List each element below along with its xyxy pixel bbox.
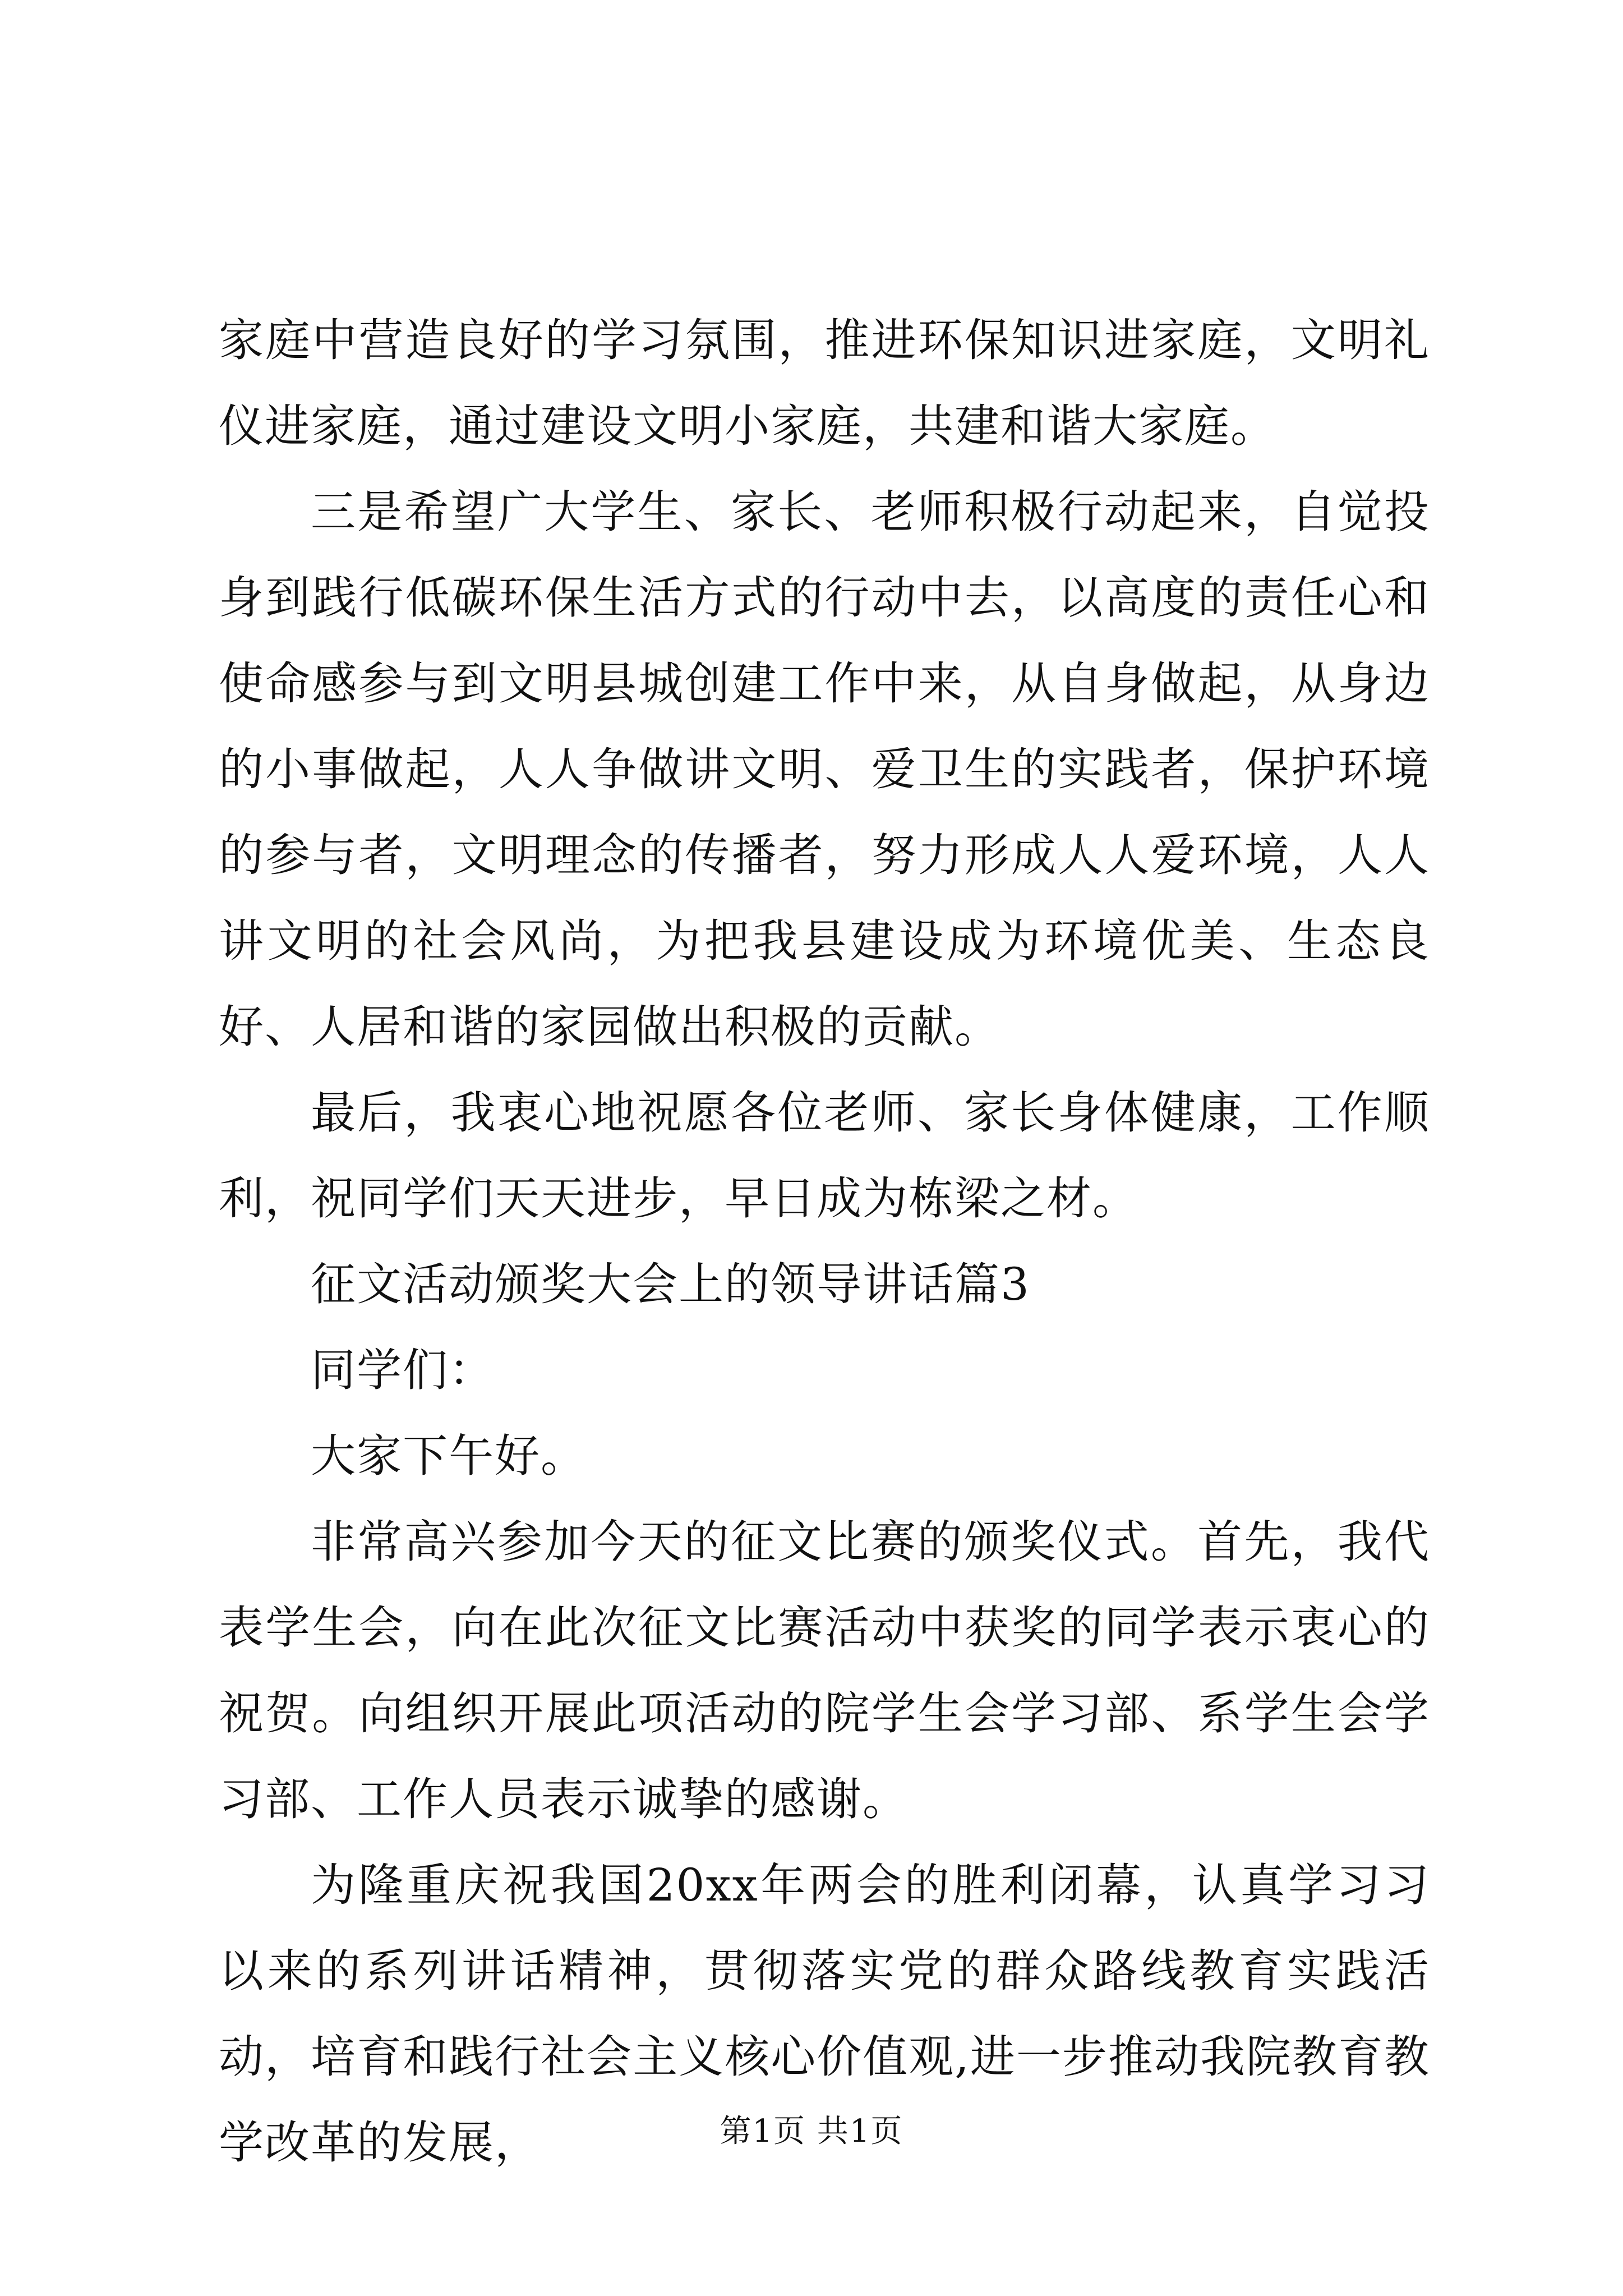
greeting: 大家下午好。 xyxy=(311,1430,587,1482)
paragraph-thanks: 非常高兴参加今天的征文比赛的颁奖仪式。首先，我代表学生会，向在此次征文比赛活动中获奖的同学表示衷心的祝贺。向组织开展此项活动的院学生会学习部、系学生会学习部、工作人员表示诚挚的感谢。 xyxy=(219,1516,1430,1825)
paragraph-closing-wishes: 最后，我衷心地祝愿各位老师、家长身体健康，工作顺利，祝同学们天天进步，早日成为栋梁之材。 xyxy=(219,1087,1430,1225)
paragraph-continuation: 家庭中营造良好的学习氛围，推进环保知识进家庭，文明礼仪进家庭，通过建设文明小家庭，共建和谐大家庭。 xyxy=(219,314,1430,452)
page-number-footer: 第1页 共1页 xyxy=(720,2113,903,2150)
section-heading: 征文活动颁奖大会上的领导讲话篇3 xyxy=(311,1258,1030,1310)
salutation: 同学们： xyxy=(311,1344,495,1396)
paragraph-celebration: 为隆重庆祝我国20xx年两会的胜利闭幕，认真学习习以来的系列讲话精神，贯彻落实党的群众路线教育实践活动，培育和践行社会主义核心价值观,进一步推动我院教育教学改革的发展， xyxy=(219,1859,1430,2169)
paragraph-third-hope: 三是希望广大学生、家长、老师积极行动起来，自觉投身到践行低碳环保生活方式的行动中去，以高度的责任心和使命感参与到文明县城创建工作中来，从自身做起，从身边的小事做起，人人争做讲文明、爱卫生的实践者，保护环境的参与者，文明理念的传播者，努力形成人人爱环境，人人讲文明的社会风尚，为把我县建设成为环境优美、生态良好、人居和谐的家园做出积极的贡献。 xyxy=(219,486,1430,1053)
document-body xyxy=(219,297,1430,2185)
